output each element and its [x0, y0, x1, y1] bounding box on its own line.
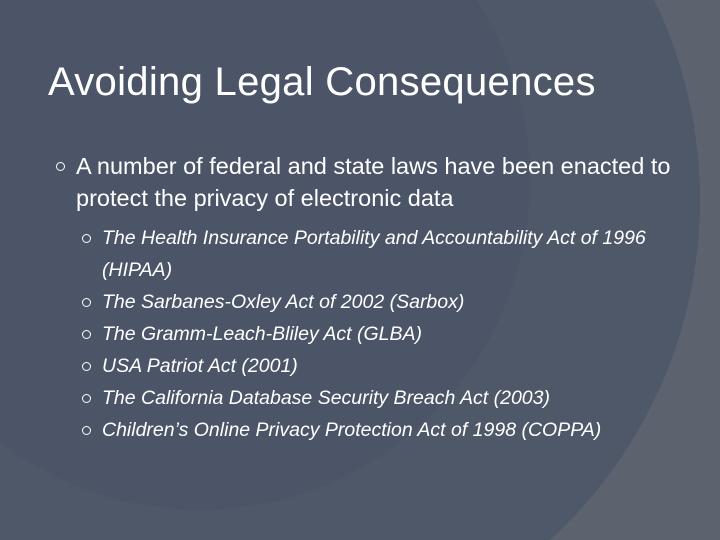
slide-title: Avoiding Legal Consequences	[48, 60, 596, 104]
sub-bullet-california	[80, 382, 680, 414]
sub-bullet-list	[80, 222, 680, 446]
sub-bullet-text: The Gramm-Leach-Bliley Act (GLBA)	[102, 323, 423, 345]
bullet-circle-icon	[56, 162, 65, 171]
sub-bullet-text: USA Patriot Act (2001)	[102, 355, 298, 377]
main-bullet-text: A number of federal and state laws have been enacted to protect the privacy of electronic data	[76, 153, 671, 211]
main-bullet	[52, 150, 682, 214]
sub-bullet-text: The Sarbanes-Oxley Act of 2002 (Sarbox)	[102, 291, 465, 313]
bullet-circle-icon	[82, 298, 91, 307]
sub-bullet-text: Children’s Online Privacy Protection Act of 1998 (COPPA)	[102, 419, 602, 441]
sub-bullet-sarbox	[80, 286, 680, 318]
sub-bullet-text: The California Database Security Breach Act (2003)	[102, 387, 550, 409]
bullet-circle-icon	[82, 394, 91, 403]
sub-bullet-coppa	[80, 414, 680, 446]
bullet-circle-icon	[82, 330, 91, 339]
bullet-circle-icon	[82, 234, 91, 243]
sub-bullet-glba	[80, 318, 680, 350]
sub-bullet-patriot	[80, 350, 680, 382]
sub-bullet-hipaa	[80, 222, 680, 286]
bullet-circle-icon	[82, 362, 91, 371]
bullet-circle-icon	[82, 426, 91, 435]
sub-bullet-text: The Health Insurance Portability and Accountability Act of 1996 (HIPAA)	[102, 227, 646, 281]
